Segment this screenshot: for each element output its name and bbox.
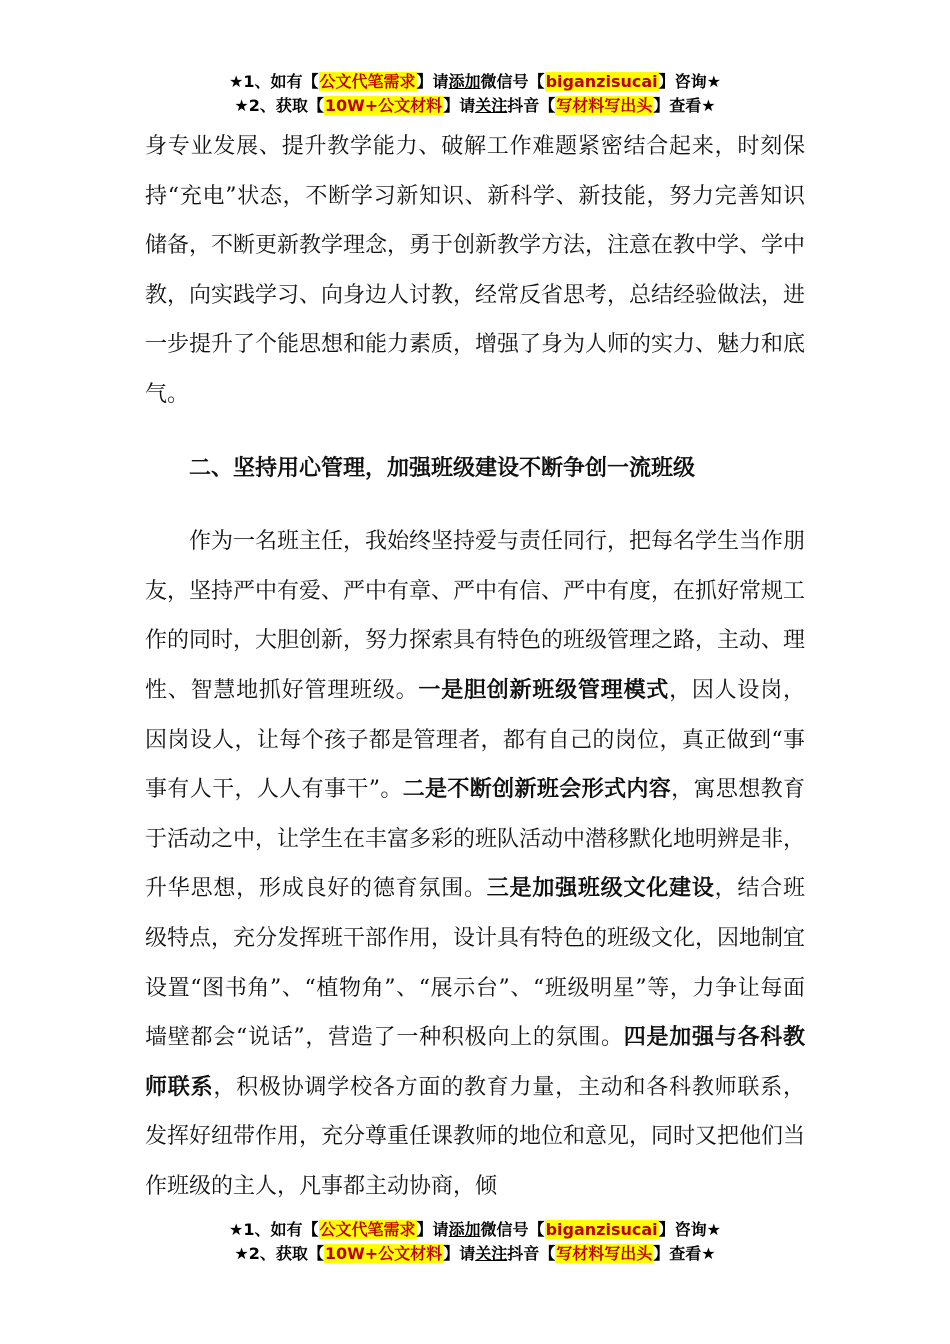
banner-line-2: ★2、获取【10W+公文材料】请关注抖音【写材料写出头】查看★ [234, 96, 716, 115]
highlight-douyin-account: 写材料写出头 [556, 1244, 653, 1263]
highlight-materials: 10W+公文材料 [324, 96, 443, 115]
highlight-douyin-account: 写材料写出头 [556, 96, 653, 115]
paragraph-continued: 身专业发展、提升教学能力、破解工作难题紧密结合起来，时刻保持“充电”状态，不断学习新知识、新科学、新技能，努力完善知识储备，不断更新教学理念，勇于创新教学方法，注意在教中学、学中教，向实践学习、向身边人讨教，经常反省思考，总结经验做法，进一步提升了个能思想和能力素质，增强了身为人师的实力、魅力和底气。 [145, 134, 806, 407]
footer-banner [0, 1218, 950, 1266]
highlight-service: 公文代笔需求 [319, 1220, 416, 1239]
paragraph-class-management: 作为一名班主任，我始终坚持爱与责任同行，把每名学生当作朋友，坚持严中有爱、严中有章、严中有信、严中有度，在抓好常规工作的同时，大胆创新，努力探索具有特色的班级管理之路，主动、理性、智慧地抓好管理班级。一是胆创新班级管理模式，因人设岗，因岗设人，让每个孩子都是管理者，都有自己的岗位，真正做到“事事有人干，人人有事干”。二是不断创新班会形式内容，寓思想教育于活动之中，让学生在丰富多彩的班队活动中潜移默化地明辨是非，升华思想，形成良好的德育氛围。三是加强班级文化建设，结合班级特点，充分发挥班干部作用，设计具有特色的班级文化，因地制宜设置“图书角”、“植物角”、“展示台”、“班级明星”等，力争让每面墙壁都会“说话”，营造了一种积极向上的氛围。四是加强与各科教师联系，积极协调学校各方面的教育力量，主动和各科教师联系，发挥好纽带作用，充分尊重任课教师的地位和意见，同时又把他们当作班级的主人，凡事都主动协商，倾 [145, 529, 806, 1199]
document-body [145, 122, 805, 1211]
bold-point-2: 二是不断创新班会形式内容 [402, 777, 672, 803]
highlight-service: 公文代笔需求 [319, 72, 416, 91]
highlight-wechat-id: biganzisucai [545, 72, 658, 91]
bold-point-4: 四是加强与各科教师联系 [145, 1025, 805, 1100]
header-banner [0, 70, 950, 118]
highlight-materials: 10W+公文材料 [324, 1244, 443, 1263]
bold-point-3: 三是加强班级文化建设 [486, 876, 715, 902]
section-heading-2: 二、坚持用心管理，加强班级建设不断争创一流班级 [189, 455, 696, 481]
banner-line-2: ★2、获取【10W+公文材料】请关注抖音【写材料写出头】查看★ [234, 1244, 716, 1263]
banner-line-1: ★1、如有【公文代笔需求】请添加微信号【biganzisucai】咨询★ [229, 1220, 721, 1239]
banner-line-1: ★1、如有【公文代笔需求】请添加微信号【biganzisucai】咨询★ [229, 72, 721, 91]
bold-point-1: 一是胆创新班级管理模式 [418, 677, 670, 703]
highlight-wechat-id: biganzisucai [545, 1220, 658, 1239]
